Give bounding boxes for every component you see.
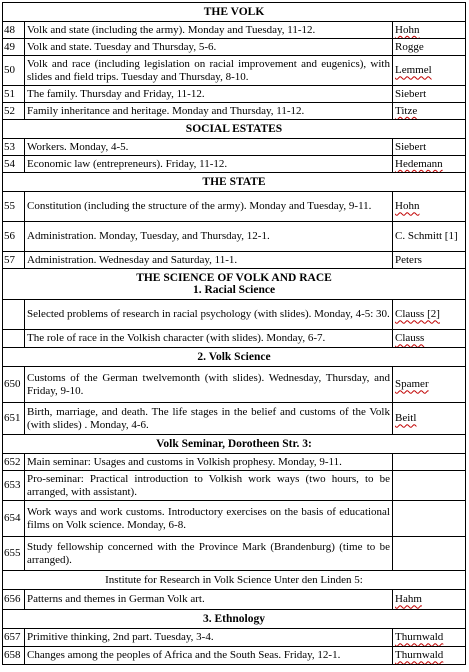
- course-number: 53: [3, 139, 25, 156]
- course-row: [3, 156, 466, 173]
- course-row: [3, 537, 466, 571]
- course-number: 49: [3, 39, 25, 56]
- course-row: [3, 192, 466, 222]
- instructor-name: Thurnwald: [393, 629, 466, 647]
- course-number: [3, 330, 25, 348]
- instructor-name: Titze: [393, 103, 466, 120]
- course-listing-table: [2, 2, 466, 665]
- course-row: [3, 629, 466, 647]
- course-number: 653: [3, 471, 25, 501]
- course-row: [3, 39, 466, 56]
- course-description: Family inheritance and heritage. Monday and Thursday, 11-12.: [25, 103, 393, 120]
- course-description: Study fellowship concerned with the Province Mark (Brandenburg) (time to be arranged).: [25, 537, 393, 571]
- section-heading-science-of-volk-and-race: [3, 269, 466, 300]
- instructor-name: Hohn: [393, 22, 466, 39]
- course-row: [3, 22, 466, 39]
- instructor-name: Clauss [2]: [393, 300, 466, 330]
- course-row: [3, 501, 466, 537]
- subsection-heading-volk-science: 2. Volk Science: [3, 348, 466, 367]
- course-row: [3, 367, 466, 403]
- instructor-name: Lemmel: [393, 56, 466, 86]
- course-number: 656: [3, 590, 25, 610]
- instructor-name: [393, 454, 466, 471]
- instructor-name: [393, 501, 466, 537]
- instructor-name: Hohn: [393, 192, 466, 222]
- course-description: Changes among the peoples of Africa and the South Seas. Friday, 12-1.: [25, 647, 393, 665]
- course-description: Volk and state. Tuesday and Thursday, 5-6.: [25, 39, 393, 56]
- instructor-name: [393, 537, 466, 571]
- instructor-name: Siebert: [393, 86, 466, 103]
- course-row: [3, 222, 466, 252]
- course-row: [3, 139, 466, 156]
- course-number: 51: [3, 86, 25, 103]
- course-number: 650: [3, 367, 25, 403]
- science-title: THE SCIENCE OF VOLK AND RACE: [136, 271, 332, 284]
- subsection-heading-ethnology: 3. Ethnology: [3, 610, 466, 629]
- course-description: Administration. Monday, Tuesday, and Thursday, 12-1.: [25, 222, 393, 252]
- course-description: Volk and state (including the army). Monday and Tuesday, 11-12.: [25, 22, 393, 39]
- course-number: 50: [3, 56, 25, 86]
- course-description: Customs of the German twelvemonth (with slides). Wednesday, Thursday, and Friday, 9-10.: [25, 367, 393, 403]
- instructor-name: Hahm: [393, 590, 466, 610]
- course-number: 48: [3, 22, 25, 39]
- instructor-name: [393, 471, 466, 501]
- course-number: 658: [3, 647, 25, 665]
- course-number: 57: [3, 252, 25, 269]
- instructor-name: Hedemann: [393, 156, 466, 173]
- course-row: [3, 471, 466, 501]
- course-description: Birth, marriage, and death. The life stages in the belief and customs of the Volk (with slides) . Monday, 4-6.: [25, 403, 393, 435]
- course-row: [3, 86, 466, 103]
- course-description: Pro-seminar: Practical introduction to Volkish work ways (two hours, to be arranged, with assistant).: [25, 471, 393, 501]
- course-row: [3, 300, 466, 330]
- section-heading-social-estates: SOCIAL ESTATES: [3, 120, 466, 139]
- course-description: Primitive thinking, 2nd part. Tuesday, 3-4.: [25, 629, 393, 647]
- section-heading-institute: Institute for Research in Volk Science Unter den Linden 5:: [3, 571, 466, 590]
- instructor-name: Thurnwald: [393, 647, 466, 665]
- course-row: [3, 56, 466, 86]
- course-number: 652: [3, 454, 25, 471]
- course-number: 655: [3, 537, 25, 571]
- course-row: [3, 403, 466, 435]
- course-number: [3, 300, 25, 330]
- instructor-name: C. Schmitt [1]: [393, 222, 466, 252]
- section-heading-the-volk: THE VOLK: [3, 3, 466, 22]
- section-heading-volk-seminar: Volk Seminar, Dorotheen Str. 3:: [3, 435, 466, 454]
- course-description: Administration. Wednesday and Saturday, 11-1.: [25, 252, 393, 269]
- instructor-name: Peters: [393, 252, 466, 269]
- instructor-name: Clauss: [393, 330, 466, 348]
- course-row: [3, 103, 466, 120]
- racial-science-subtitle: 1. Racial Science: [192, 284, 276, 296]
- course-description: Economic law (entrepreneurs). Friday, 11-12.: [25, 156, 393, 173]
- course-description: Work ways and work customs. Introductory exercises on the basis of educational films on Volk science. Monday, 6-8.: [25, 501, 393, 537]
- course-row: [3, 647, 466, 665]
- instructor-name: Rogge: [393, 39, 466, 56]
- course-row: [3, 330, 466, 348]
- course-description: Constitution (including the structure of the army). Monday and Tuesday, 9-11.: [25, 192, 393, 222]
- instructor-name: Spamer: [393, 367, 466, 403]
- course-number: 651: [3, 403, 25, 435]
- course-description: Volk and race (including legislation on racial improvement and eugenics), with slides and field trips. Tuesday and Thursday, 8-10.: [25, 56, 393, 86]
- instructor-name: Siebert: [393, 139, 466, 156]
- course-number: 52: [3, 103, 25, 120]
- instructor-name: Beitl: [393, 403, 466, 435]
- course-row: [3, 590, 466, 610]
- course-number: 657: [3, 629, 25, 647]
- course-description: Main seminar: Usages and customs in Volkish prophesy. Monday, 9-11.: [25, 454, 393, 471]
- course-number: 54: [3, 156, 25, 173]
- course-description: Workers. Monday, 4-5.: [25, 139, 393, 156]
- course-description: The family. Thursday and Friday, 11-12.: [25, 86, 393, 103]
- course-number: 56: [3, 222, 25, 252]
- course-number: 654: [3, 501, 25, 537]
- course-description: The role of race in the Volkish character (with slides). Monday, 6-7.: [25, 330, 393, 348]
- course-row: [3, 252, 466, 269]
- section-heading-the-state: THE STATE: [3, 173, 466, 192]
- course-description: Selected problems of research in racial psychology (with slides). Monday, 4-5: 30.: [25, 300, 393, 330]
- course-row: [3, 454, 466, 471]
- course-number: 55: [3, 192, 25, 222]
- course-description: Patterns and themes in German Volk art.: [25, 590, 393, 610]
